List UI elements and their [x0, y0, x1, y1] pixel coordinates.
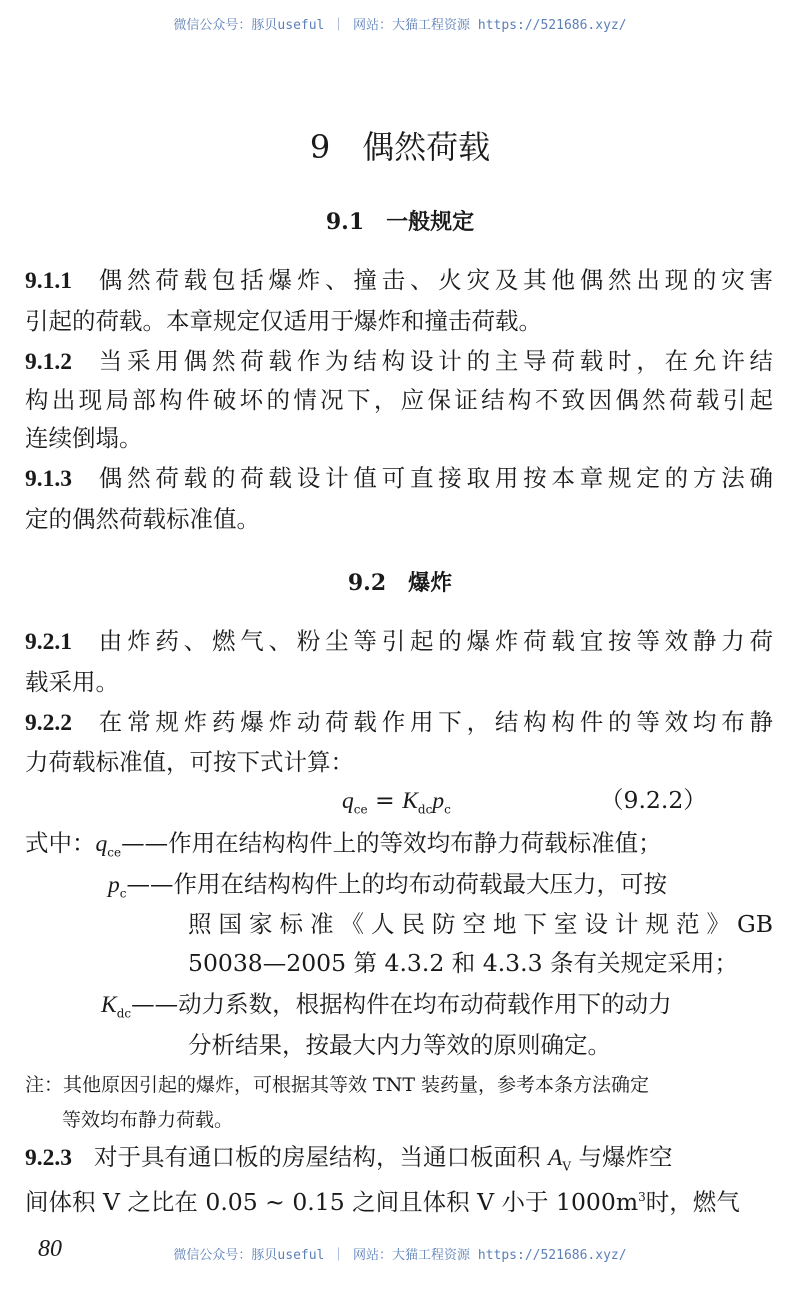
formula: $q_{ce} = K_{dc}p_c$: [342, 786, 451, 817]
clause-9-2-1: 9.2.1 由炸药、燃气、粉尘等引起的爆炸荷载宜按等效静力荷: [25, 627, 773, 655]
text-line: 分析结果，按最大内力等效的原则确定。: [188, 1031, 611, 1059]
text-line: 50038—2005 第 4.3.2 和 4.3.3 条有关规定采用；: [188, 949, 739, 977]
clause-9-2-3: 9.2.3 对于具有通口板的房屋结构，当通口板面积 $A_V$ 与爆炸空: [25, 1143, 673, 1174]
page-number: 80: [38, 1236, 62, 1262]
text-line: 力荷载标准值，可按下式计算：: [25, 748, 354, 776]
text-line: 定的偶然荷载标准值。: [25, 505, 260, 533]
text-line: 载采用。: [25, 668, 119, 696]
where-pc: $p_c——$作用在结构构件上的均布动荷载最大压力，可按: [108, 870, 667, 901]
section-heading-9-2: 9.2 爆炸: [347, 570, 453, 596]
where-kdc: $K_{dc}——$动力系数，根据构件在均布动荷载作用下的动力: [101, 990, 672, 1021]
chapter-title: 9 偶然荷载: [309, 128, 491, 166]
clause-9-1-2: 9.1.2 当采用偶然荷载作为结构设计的主导荷载时，在允许结: [25, 347, 773, 375]
text-line: 连续倒塌。: [25, 424, 143, 452]
formula-number: （9.2.2）: [600, 786, 707, 814]
note: 注：其他原因引起的爆炸，可根据其等效 TNT 装药量，参考本条方法确定: [25, 1074, 650, 1096]
text-line: 间体积 V 之比在 0.05 ~ 0.15 之间且体积 V 小于 $1000m^3$时，燃气: [25, 1187, 740, 1216]
section-heading-9-1: 9.1 一般规定: [325, 209, 475, 235]
clause-9-1-3: 9.1.3 偶然荷载的荷载设计值可直接取用按本章规定的方法确: [25, 464, 773, 492]
text-line: 构出现局部构件破坏的情况下，应保证结构不致因偶然荷载引起: [25, 386, 773, 414]
note-line: 等效均布静力荷载。: [62, 1109, 234, 1131]
where-qce: 式中：$q_{ce}——$作用在结构构件上的等效均布静力荷载标准值；: [25, 829, 662, 860]
text-line: 引起的荷载。本章规定仅适用于爆炸和撞击荷载。: [25, 307, 542, 335]
clause-9-1-1: 9.1.1 偶然荷载包括爆炸、撞击、火灾及其他偶然出现的灾害: [25, 266, 773, 294]
clause-9-2-2: 9.2.2 在常规炸药爆炸动荷载作用下，结构构件的等效均布静: [25, 708, 773, 736]
watermark-top: 微信公众号：豚贝useful ｜ 网站：大猫工程资源 https://521686.xyz/: [173, 18, 627, 33]
watermark-bottom: 微信公众号：豚贝useful ｜ 网站：大猫工程资源 https://521686.xyz/: [173, 1248, 627, 1263]
text-line: 照国家标准《人民防空地下室设计规范》GB: [188, 910, 773, 938]
